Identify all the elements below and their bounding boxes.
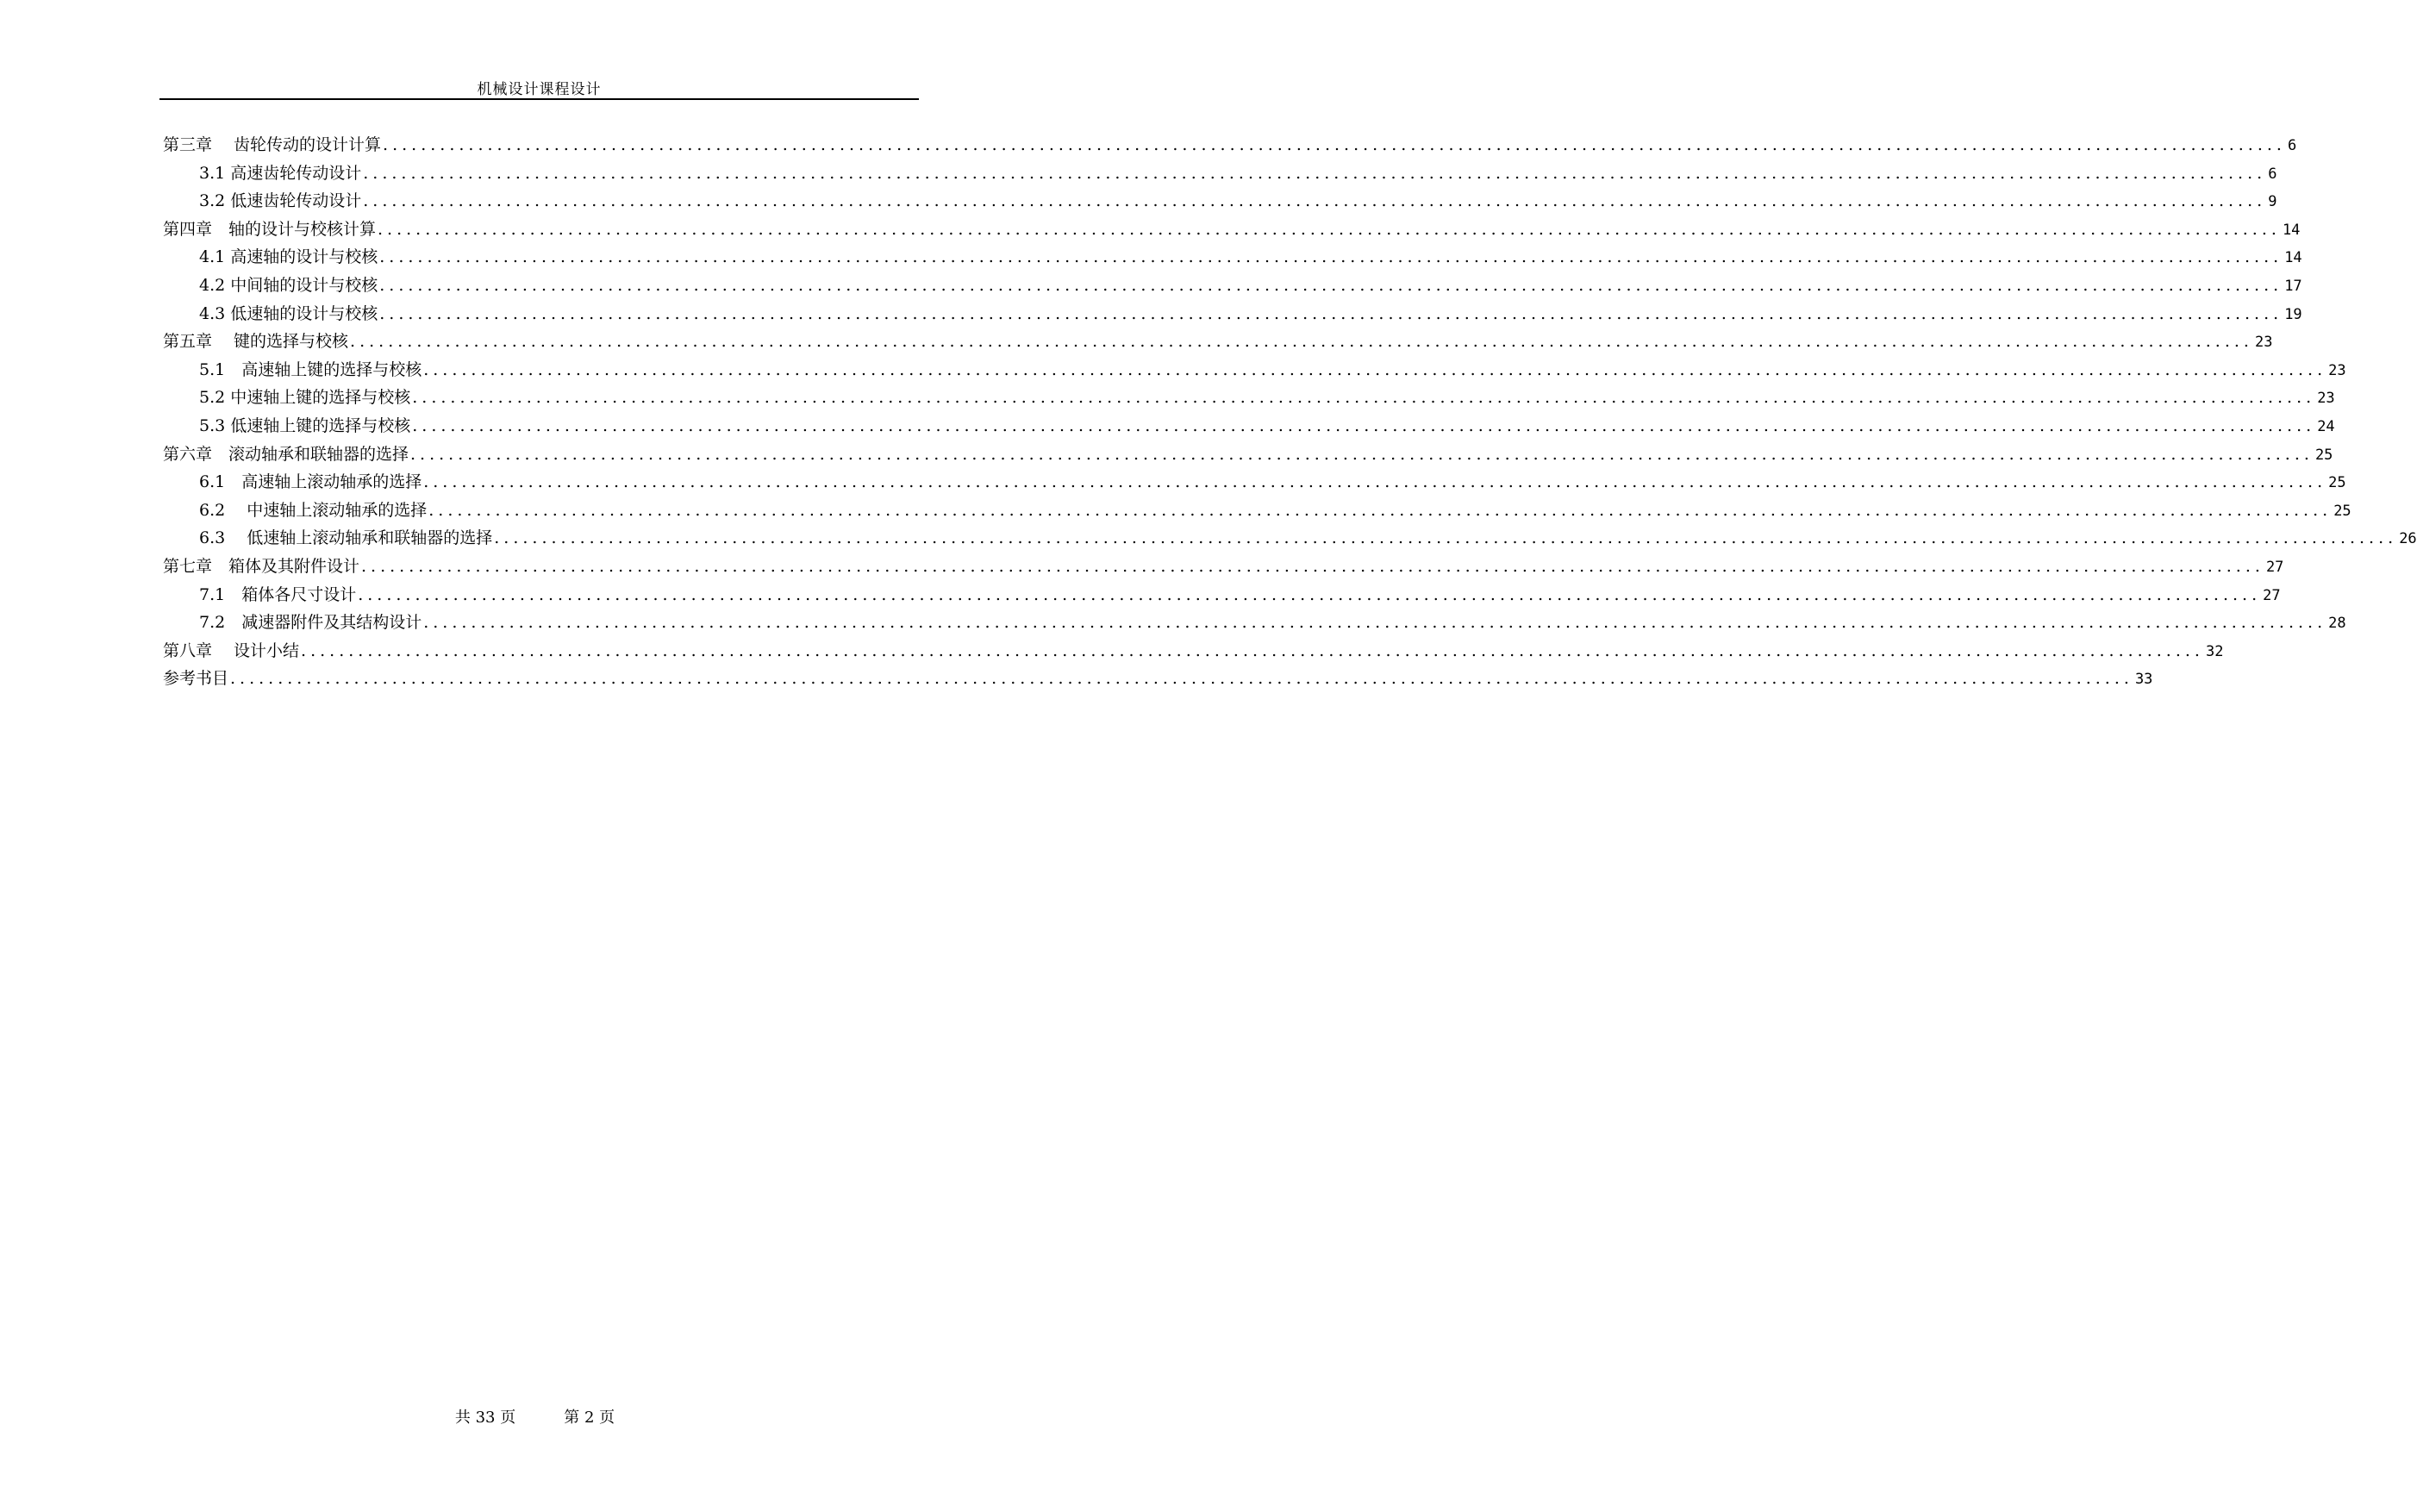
header-title: 机械设计课程设计 (477, 81, 602, 98)
toc-page-number: 24 (2317, 417, 2335, 435)
toc-entry[interactable] (163, 216, 2301, 245)
toc-entry-title: 6.3 低速轴上滚动轴承和联轴器的选择 (199, 528, 493, 548)
toc-entry-title: 3.1 高速齿轮传动设计 (199, 163, 362, 183)
dot-leader: ........................................................................................................................................................................................................ (379, 303, 2283, 323)
toc-page-number: 26 (2399, 530, 2417, 548)
toc-page-number: 6 (2268, 165, 2277, 183)
dot-leader: ........................................................................................................................................................................................................ (383, 135, 2286, 154)
toc-entry-title: 第四章 轴的设计与校核计算 (163, 219, 377, 239)
toc-entry[interactable] (163, 497, 2351, 526)
toc-page-number: 27 (2263, 586, 2281, 604)
toc-page-number: 14 (2284, 249, 2302, 267)
toc-entry[interactable] (163, 328, 2273, 357)
toc-entry-title: 参考书目 (163, 669, 229, 689)
toc-entry[interactable] (163, 244, 2302, 272)
header-divider (159, 98, 919, 100)
toc-entry-title: 5.1 高速轴上键的选择与校核 (199, 359, 422, 379)
toc-entry[interactable] (163, 132, 2297, 160)
dot-leader: ........................................................................................................................................................................................................ (363, 191, 2267, 211)
toc-entry-title: 5.3 低速轴上键的选择与校核 (199, 415, 411, 435)
toc-entry-title: 6.2 中速轴上滚动轴承的选择 (199, 500, 428, 520)
toc-entry-title: 第五章 键的选择与校核 (163, 332, 349, 352)
toc-entry[interactable] (163, 441, 2333, 470)
toc-page-number: 33 (2134, 671, 2153, 689)
toc-entry[interactable] (163, 553, 2284, 582)
toc-entry-title: 6.1 高速轴上滚动轴承的选择 (199, 472, 422, 492)
toc-entry-title: 5.2 中速轴上键的选择与校核 (199, 388, 411, 408)
toc-entry[interactable] (163, 301, 2302, 329)
dot-leader: ........................................................................................................................................................................................................ (423, 472, 2327, 492)
toc-entry[interactable] (163, 665, 2153, 694)
dot-leader: ........................................................................................................................................................................................................ (230, 669, 2133, 689)
dot-leader: ........................................................................................................................................................................................................ (428, 500, 2333, 520)
toc-page-number: 28 (2328, 615, 2346, 633)
dot-leader: ........................................................................................................................................................................................................ (423, 359, 2327, 379)
toc-entry-title: 3.2 低速齿轮传动设计 (199, 191, 362, 211)
toc-page-number: 25 (2314, 446, 2333, 464)
toc-entry[interactable] (163, 638, 2224, 666)
toc-entry[interactable] (163, 609, 2346, 638)
toc-page-number: 25 (2333, 502, 2351, 520)
toc-page-number: 17 (2284, 277, 2302, 295)
dot-leader: ........................................................................................................................................................................................................ (494, 528, 2398, 548)
dot-leader: ........................................................................................................................................................................................................ (379, 275, 2283, 295)
toc-entry-title: 第八章 设计小结 (163, 640, 300, 660)
toc-entry-title: 7.2 减速器附件及其结构设计 (199, 613, 422, 633)
toc-page-number: 14 (2282, 221, 2301, 239)
toc-entry-title: 4.3 低速轴的设计与校核 (199, 303, 378, 323)
toc-page-number: 23 (2328, 361, 2346, 379)
toc-entry[interactable] (163, 188, 2277, 216)
dot-leader: ........................................................................................................................................................................................................ (350, 332, 2253, 352)
total-pages-label: 共 33 页 (454, 1409, 516, 1427)
toc-entry[interactable] (163, 384, 2335, 413)
toc-entry[interactable] (163, 582, 2281, 610)
dot-leader: ........................................................................................................................................................................................................ (378, 219, 2281, 239)
dot-leader: ........................................................................................................................................................................................................ (423, 613, 2327, 633)
toc-entry[interactable] (163, 413, 2335, 441)
toc-page-number: 19 (2284, 305, 2302, 323)
toc-entry[interactable] (163, 469, 2346, 497)
toc-entry-title: 4.1 高速轴的设计与校核 (199, 247, 378, 267)
toc-page-number: 25 (2328, 474, 2346, 492)
toc-entry-title: 7.1 箱体各尺寸设计 (199, 584, 357, 604)
dot-leader: ........................................................................................................................................................................................................ (363, 163, 2267, 183)
toc-page-number: 23 (2317, 390, 2335, 408)
dot-leader: ........................................................................................................................................................................................................ (358, 584, 2262, 604)
toc-entry-title: 第六章 滚动轴承和联轴器的选择 (163, 444, 409, 464)
toc-page-number: 6 (2287, 137, 2297, 154)
toc-entry-title: 第三章 齿轮传动的设计计算 (163, 135, 382, 154)
dot-leader: ........................................................................................................................................................................................................ (379, 247, 2283, 267)
toc-entry[interactable] (163, 525, 2417, 553)
toc-page-number: 23 (2254, 334, 2273, 352)
toc-entry[interactable] (163, 272, 2302, 301)
table-of-contents (163, 132, 2417, 694)
toc-page-number: 32 (2205, 642, 2224, 660)
dot-leader: ........................................................................................................................................................................................................ (410, 444, 2314, 464)
toc-entry[interactable] (163, 357, 2346, 385)
toc-entry[interactable] (163, 160, 2277, 189)
dot-leader: ........................................................................................................................................................................................................ (361, 556, 2264, 576)
dot-leader: ........................................................................................................................................................................................................ (301, 640, 2204, 660)
toc-page-number: 27 (2265, 558, 2284, 576)
toc-entry-title: 第七章 箱体及其附件设计 (163, 556, 360, 576)
toc-page-number: 9 (2268, 193, 2277, 211)
dot-leader: ........................................................................................................................................................................................................ (412, 388, 2316, 408)
dot-leader: ........................................................................................................................................................................................................ (412, 415, 2316, 435)
page-footer (0, 1405, 1070, 1428)
toc-entry-title: 4.2 中间轴的设计与校核 (199, 275, 378, 295)
current-page-label: 第 2 页 (564, 1409, 615, 1427)
